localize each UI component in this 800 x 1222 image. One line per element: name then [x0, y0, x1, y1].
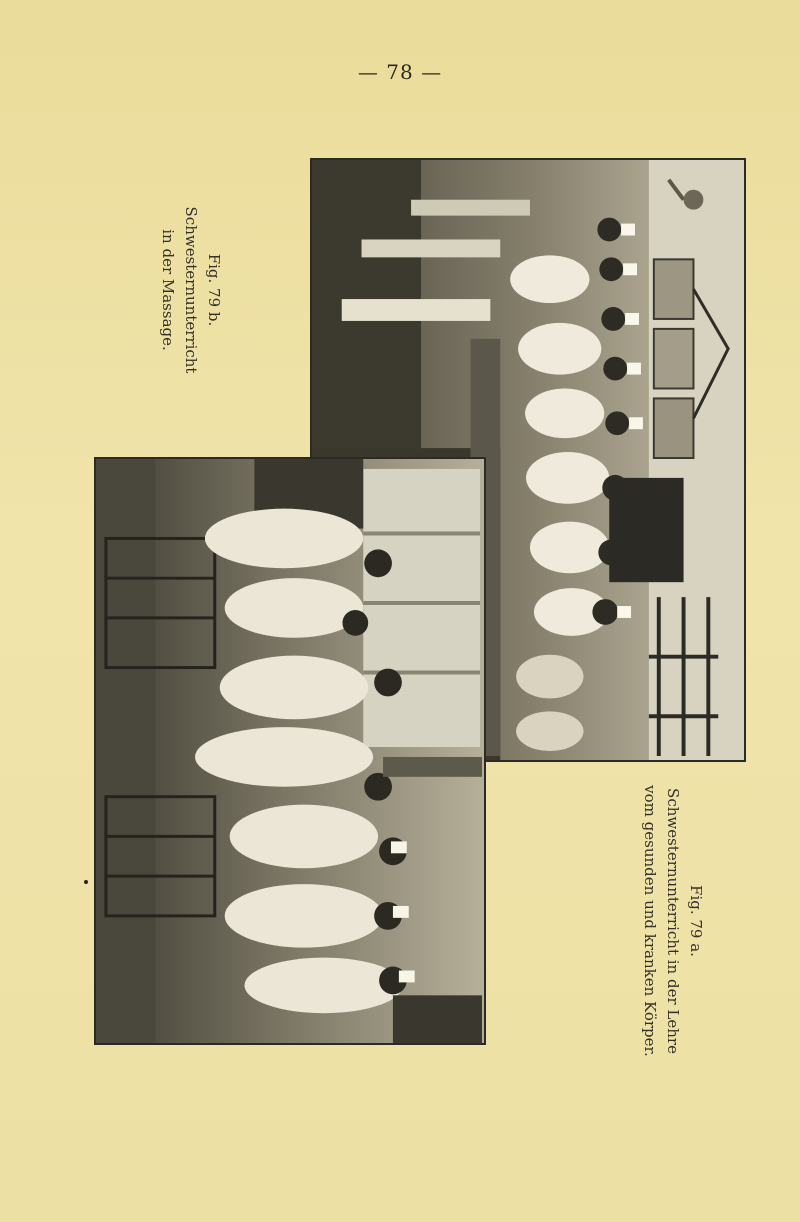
- print-speck: [84, 880, 88, 884]
- figure-79a-label: Fig. 79 a.: [687, 885, 705, 957]
- figure-79a-caption-line2: vom gesunden und kranken Körper.: [641, 785, 659, 1057]
- figure-79b-caption-line1: Schwesternunterricht: [182, 206, 200, 374]
- figure-79b-caption-line2: in der Massage.: [159, 229, 177, 351]
- figure-79b-label: Fig. 79 b.: [205, 253, 223, 327]
- figure-79b-photo: [94, 457, 486, 1045]
- figure-79a-caption-line1: Schwesternunterricht in der Lehre: [664, 788, 682, 1054]
- figure-79b-caption: [145, 195, 225, 385]
- figure-79a-caption: [627, 706, 707, 1136]
- massage-photo-illustration: [96, 459, 484, 1043]
- page-number: — 78 —: [357, 60, 443, 84]
